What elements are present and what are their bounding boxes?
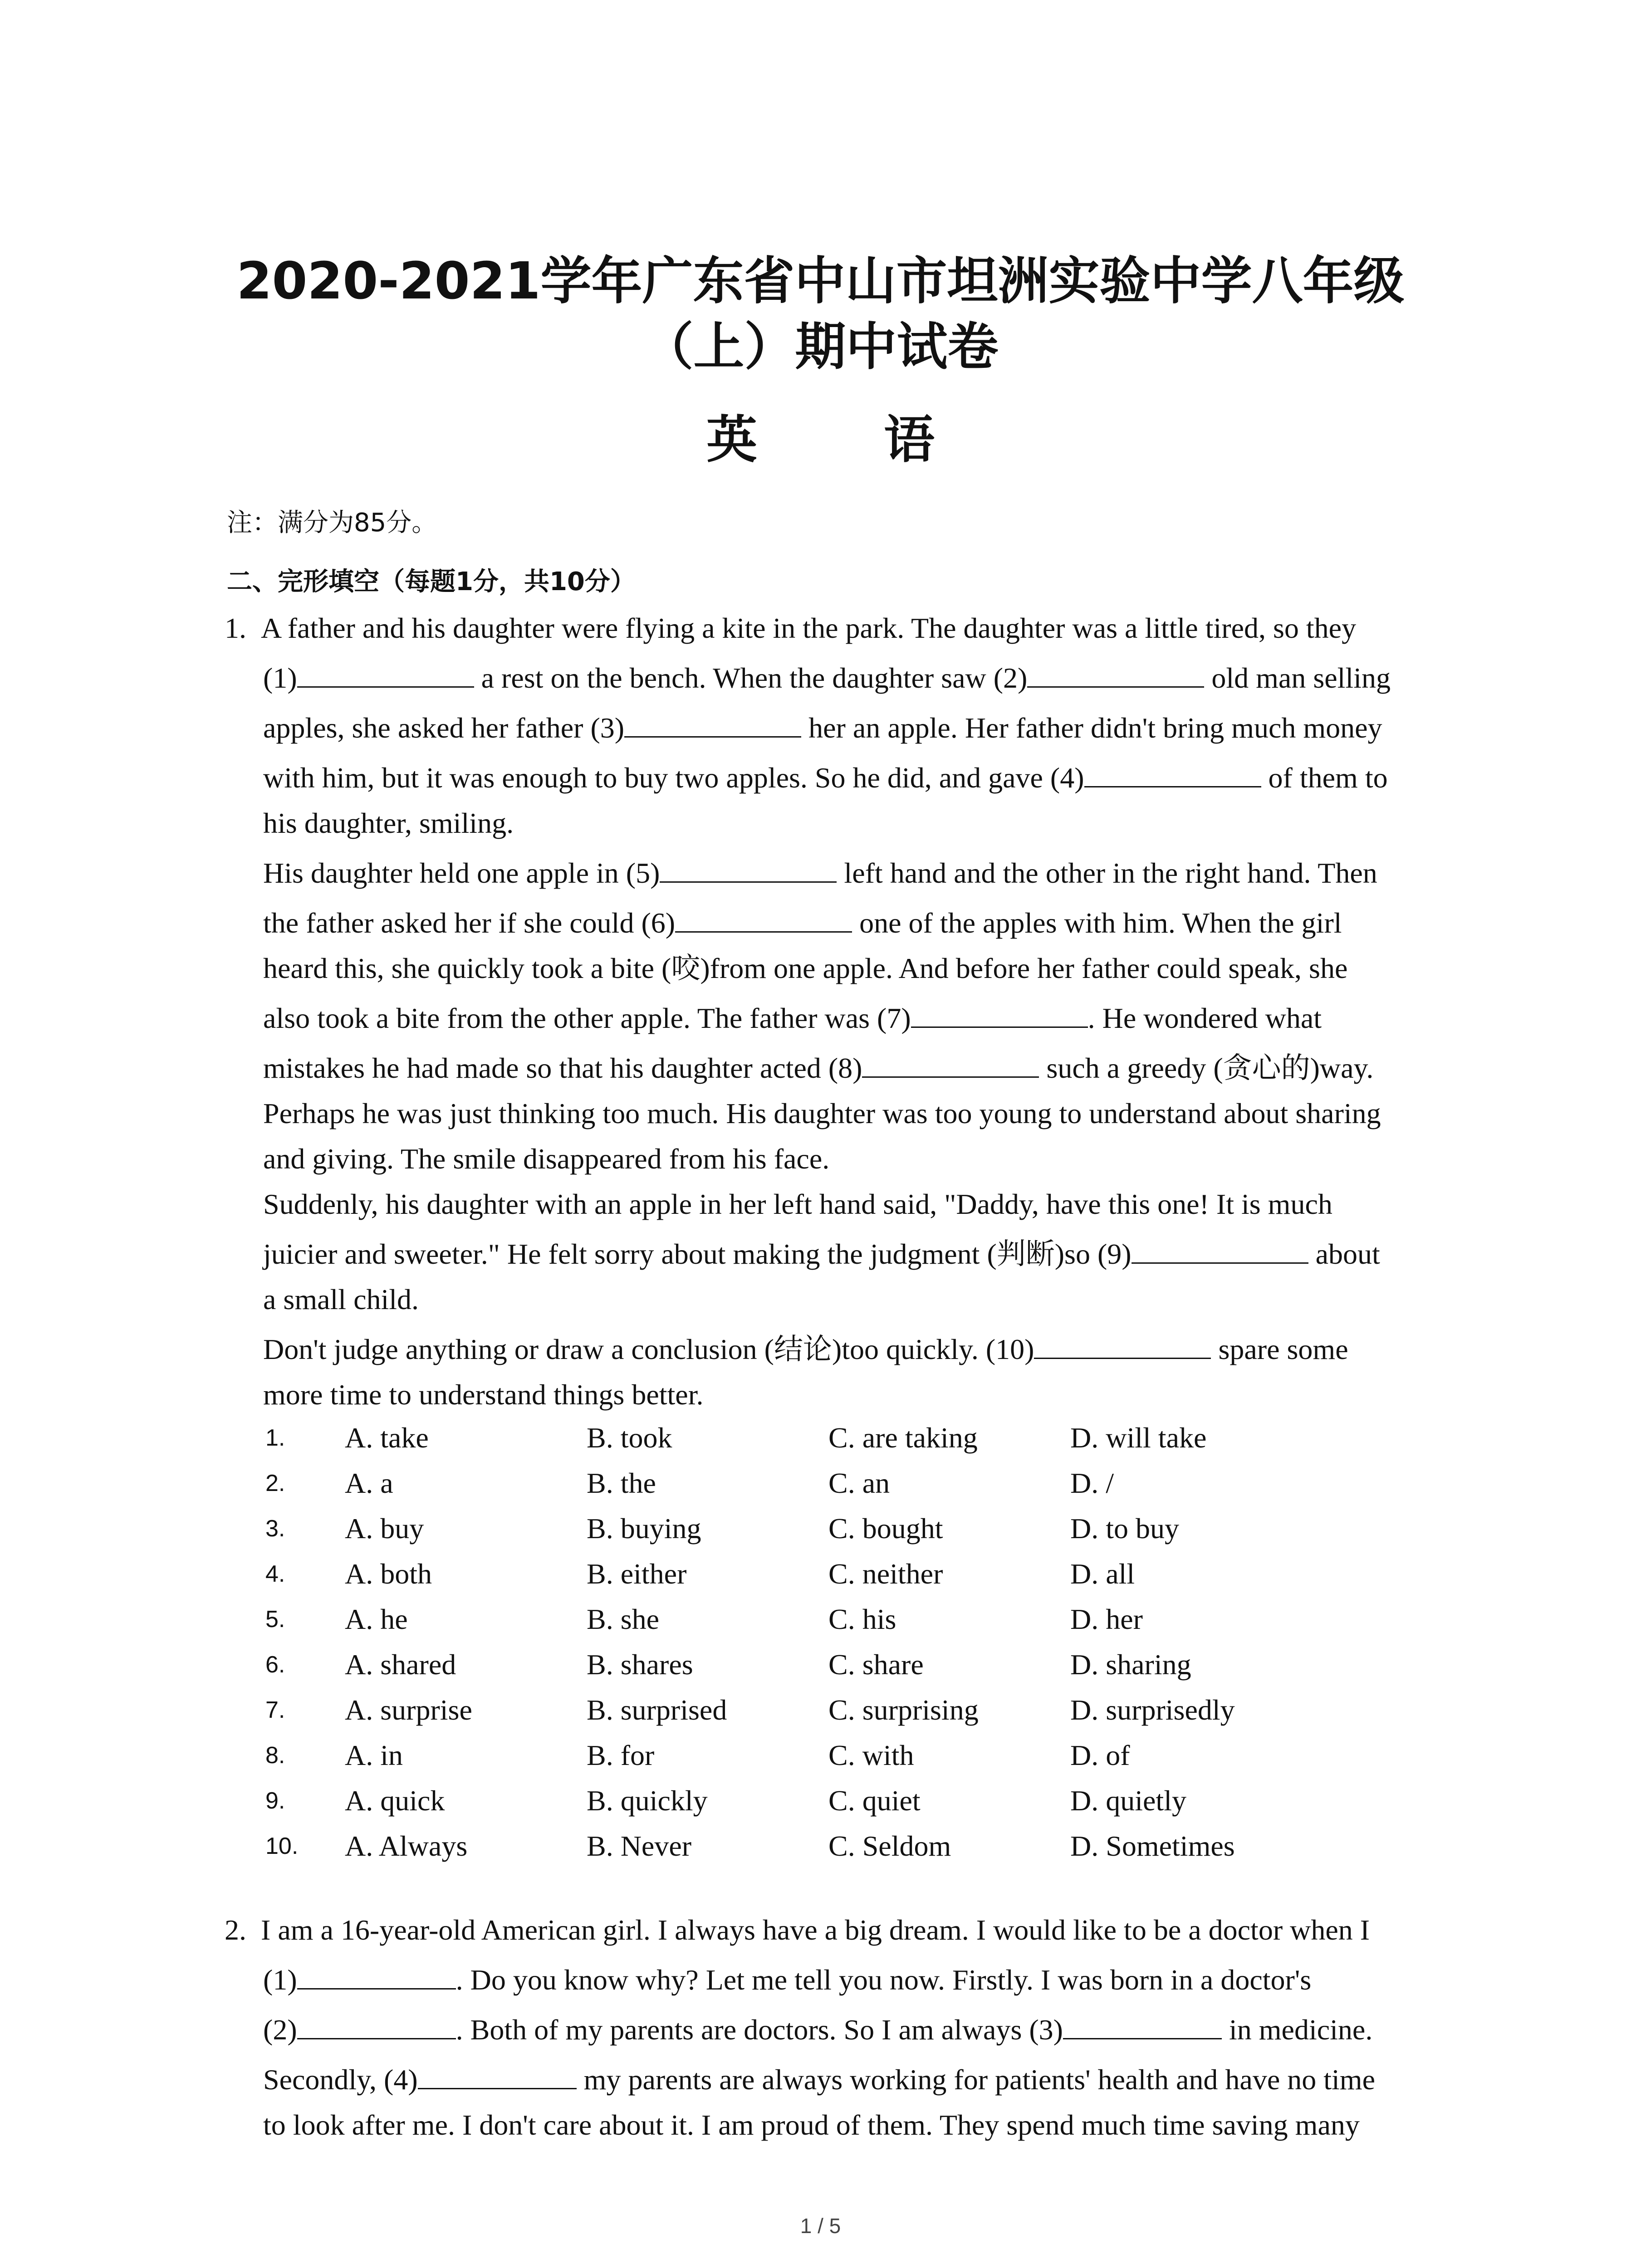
option-b[interactable]: B. quickly	[587, 1784, 708, 1817]
score-note: 注：满分为85分。	[227, 508, 437, 538]
passage-line: his daughter, smiling.	[263, 807, 514, 839]
option-a[interactable]: A. surprise	[345, 1694, 472, 1726]
answer-blank[interactable]	[418, 2061, 577, 2089]
answer-blank[interactable]	[1084, 759, 1261, 787]
option-d[interactable]: D. surprisedly	[1070, 1694, 1235, 1726]
option-number: 9.	[265, 1788, 285, 1814]
option-number: 5.	[265, 1606, 285, 1633]
option-b[interactable]: B. took	[587, 1422, 672, 1454]
passage-line: heard this, she quickly took a bite (咬)from one apple. And before her father could speak, she	[263, 952, 1348, 984]
option-b[interactable]: B. the	[587, 1467, 656, 1499]
option-a[interactable]: A. shared	[345, 1648, 456, 1681]
passage-line: juicier and sweeter." He felt sorry about making the judgment (判断)so (9) about	[263, 1229, 1380, 1279]
option-d[interactable]: D. /	[1070, 1467, 1114, 1499]
option-d[interactable]: D. to buy	[1070, 1512, 1179, 1545]
exam-title-line2: （上）期中试卷	[642, 318, 999, 376]
option-c[interactable]: C. share	[828, 1648, 924, 1681]
passage-line: Secondly, (4) my parents are always working for patients' health and have no time	[263, 2055, 1375, 2105]
option-number: 7.	[265, 1697, 285, 1723]
option-number: 8.	[265, 1742, 285, 1769]
passage-line: and giving. The smile disappeared from his face.	[263, 1143, 830, 1175]
passage-line: (1) . Do you know why? Let me tell you now. Firstly. I was born in a doctor's	[263, 1955, 1311, 2005]
answer-blank[interactable]	[297, 2011, 456, 2039]
passage-line: with him, but it was enough to buy two apples. So he did, and gave (4) of them to	[263, 753, 1388, 803]
option-number: 2.	[265, 1470, 285, 1496]
option-b[interactable]: B. for	[587, 1739, 655, 1771]
option-c[interactable]: C. Seldom	[828, 1830, 951, 1862]
option-number: 1.	[265, 1425, 285, 1451]
passage-line: a small child.	[263, 1283, 419, 1315]
option-c[interactable]: C. quiet	[828, 1784, 921, 1817]
passage-line: I am a 16-year-old American girl. I always have a big dream. I would like to be a doctor when I	[261, 1914, 1370, 1946]
passage-line: (2) . Both of my parents are doctors. So I am always (3) in medicine.	[263, 2005, 1372, 2055]
passage-line: apples, she asked her father (3) her an apple. Her father didn't bring much money	[263, 703, 1382, 753]
option-c[interactable]: C. surprising	[828, 1694, 979, 1726]
option-a[interactable]: A. both	[345, 1558, 432, 1590]
question-number: 1.	[225, 612, 246, 644]
option-number: 4.	[265, 1561, 285, 1587]
option-d[interactable]: D. her	[1070, 1603, 1143, 1635]
option-a[interactable]: A. Always	[345, 1830, 468, 1862]
passage-line: A father and his daughter were flying a kite in the park. The daughter was a little tired, so they	[261, 612, 1357, 644]
exam-title-line1: 2020-2021学年广东省中山市坦洲实验中学八年级	[236, 252, 1405, 311]
option-a[interactable]: A. quick	[345, 1784, 445, 1817]
answer-blank[interactable]	[911, 999, 1088, 1028]
option-a[interactable]: A. take	[345, 1422, 429, 1454]
passage-line: Don't judge anything or draw a conclusion (结论)too quickly. (10) spare some	[263, 1325, 1348, 1374]
option-d[interactable]: D. will take	[1070, 1422, 1207, 1454]
option-c[interactable]: C. with	[828, 1739, 914, 1771]
option-b[interactable]: B. surprised	[587, 1694, 727, 1726]
passage-line: more time to understand things better.	[263, 1378, 704, 1411]
option-d[interactable]: D. all	[1070, 1558, 1135, 1590]
option-b[interactable]: B. buying	[587, 1512, 701, 1545]
answer-blank[interactable]	[624, 709, 801, 738]
question-number: 2.	[225, 1914, 246, 1946]
option-d[interactable]: D. sharing	[1070, 1648, 1191, 1681]
passage-line: His daughter held one apple in (5) left hand and the other in the right hand. Then	[263, 848, 1377, 898]
option-d[interactable]: D. Sometimes	[1070, 1830, 1235, 1862]
option-c[interactable]: C. are taking	[828, 1422, 978, 1454]
answer-blank[interactable]	[1132, 1235, 1308, 1264]
option-b[interactable]: B. she	[587, 1603, 659, 1635]
option-number: 3.	[265, 1515, 285, 1542]
answer-blank[interactable]	[862, 1049, 1039, 1078]
passage-line: mistakes he had made so that his daughter acted (8) such a greedy (贪心的)way.	[263, 1043, 1373, 1093]
passage-line: (1) a rest on the bench. When the daughter saw (2) old man selling	[263, 653, 1391, 703]
answer-blank[interactable]	[675, 904, 852, 933]
answer-blank[interactable]	[1034, 1330, 1211, 1359]
option-b[interactable]: B. shares	[587, 1648, 693, 1681]
option-c[interactable]: C. bought	[828, 1512, 943, 1545]
passage-line: Suddenly, his daughter with an apple in her left hand said, "Daddy, have this one! It is much	[263, 1188, 1332, 1220]
passage-line: the father asked her if she could (6) one of the apples with him. When the girl	[263, 898, 1342, 948]
option-a[interactable]: A. he	[345, 1603, 408, 1635]
option-b[interactable]: B. either	[587, 1558, 687, 1590]
option-number: 10.	[265, 1833, 299, 1859]
section-title: 二、完形填空（每题1分，共10分）	[227, 567, 636, 596]
page-number: 1 / 5	[800, 2214, 841, 2238]
passage-line: to look after me. I don't care about it. I am proud of them. They spend much time saving many	[263, 2109, 1360, 2141]
option-b[interactable]: B. Never	[587, 1830, 692, 1862]
option-a[interactable]: A. a	[345, 1467, 393, 1499]
option-d[interactable]: D. of	[1070, 1739, 1130, 1771]
option-number: 6.	[265, 1652, 285, 1678]
option-a[interactable]: A. buy	[345, 1512, 424, 1545]
passage-line: Perhaps he was just thinking too much. His daughter was too young to understand about sharing	[263, 1097, 1381, 1129]
answer-blank[interactable]	[297, 659, 474, 688]
option-c[interactable]: C. an	[828, 1467, 890, 1499]
passage-line: also took a bite from the other apple. The father was (7) . He wondered what	[263, 993, 1322, 1043]
answer-blank[interactable]	[297, 1961, 456, 1989]
subject-heading: 英 语	[706, 411, 989, 469]
option-c[interactable]: C. neither	[828, 1558, 943, 1590]
answer-blank[interactable]	[1063, 2011, 1222, 2039]
answer-blank[interactable]	[1027, 659, 1204, 688]
option-d[interactable]: D. quietly	[1070, 1784, 1186, 1817]
option-a[interactable]: A. in	[345, 1739, 403, 1771]
answer-blank[interactable]	[660, 854, 837, 883]
option-c[interactable]: C. his	[828, 1603, 896, 1635]
